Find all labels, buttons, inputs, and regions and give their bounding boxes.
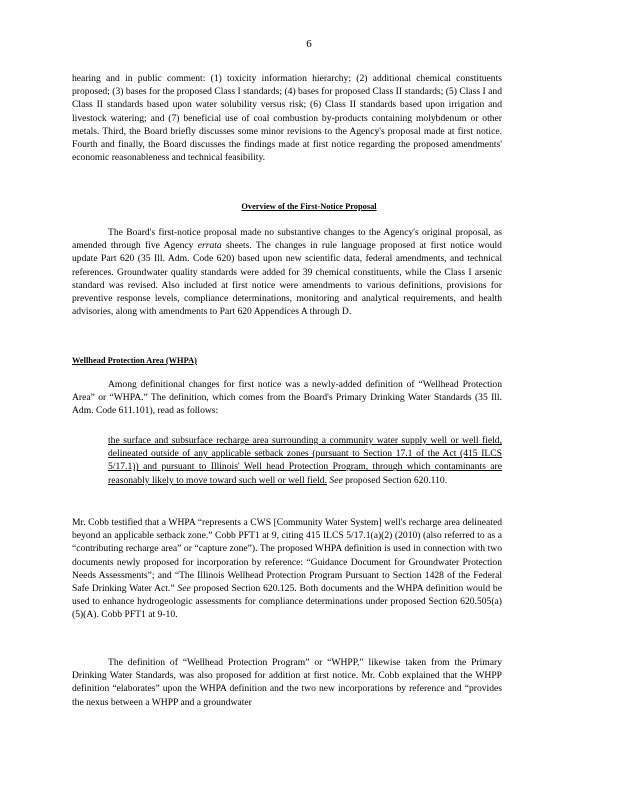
block-quote-whpa-definition — [108, 434, 502, 487]
heading-overview: Overview of the First-Notice Proposal — [241, 202, 377, 211]
page-number: 6 — [306, 38, 312, 50]
quote-see: See — [329, 474, 343, 486]
paragraph-overview — [72, 226, 502, 318]
quote-definition-text: the surface and subsurface recharge area surrounding a community water supply well or well field, delineated outside of any applicable setback zones (pursuant to Section 17.1 of the Act (415 ILCS 5/17.1)) and pursuant to Illinois' Well head Protection Program, through which contaminants are reasonably likely to move toward such well or well field. — [108, 435, 502, 486]
quote-citation: proposed Section 620.110. — [342, 474, 448, 486]
paragraph-cobb-see: See — [177, 583, 191, 595]
paragraph-whpa-intro: Among definitional changes for first notice was a newly-added definition of “Wellhead Protection Area” or “WHPA.” The definition, which comes from the Board's Primary Drinking Water Standards (35 Ill. Adm. Code 611.101), read as follows: — [72, 379, 502, 417]
heading-whpa: Wellhead Protection Area (WHPA) — [72, 356, 197, 365]
paragraph-overview-text-b: sheets. The changes in rule language proposed at first notice would update Part 620 (35 Ill. Adm. Code 620) based upon new scientific data, federal amendments, and technical references. Groundwater quality standards were added for 39 chemical constituents, while the Class I arsenic standard was revised. Also included at first notice were amendments to various definitions, provisions for preventive response levels, compliance determinations, monitoring and analytical requirements, and health advisories, along with amendments to Part 620 Appendices A through D. — [72, 240, 502, 318]
paragraph-intro-list: hearing and in public comment: (1) toxicity information hierarchy; (2) additional chemical constituents proposed; (3) bases for the proposed Class I standards; (4) bases for proposed Class II standards; (5) Class I and Class II standards based upon water solubility versus risk; (6) Class II standards based upon irrigation and livestock watering; and (7) beneficial use of coal combustion by-products containing molybdenum or other metals. Third, the Board briefly discusses some minor revisions to the Agency's proposal made at first notice. Fourth and finally, the Board discusses the findings made at first notice regarding the proposed amendments' economic reasonableness and technical feasibility. — [72, 73, 502, 164]
paragraph-overview-errata: errata — [197, 240, 222, 252]
paragraph-cobb-testimony — [72, 516, 502, 622]
paragraph-cobb-text-b: proposed Section 620.125. Both documents and the WHPA definition would be used to enhance hydrogeologic assessments for compliance determinations under proposed Section 620.505(a)(5)(A). Cobb PFT1 at 9-10. — [72, 583, 502, 621]
paragraph-whpp: The definition of “Wellhead Protection Program” or “WHPP,” likewise taken from the Primary Drinking Water Standards, was also proposed for addition at first notice. Mr. Cobb explained that the WHPP definition “elaborates” upon the WHPA definition and the two new incorporations by reference and “provides the nexus between a WHPP and a groundwater — [72, 657, 502, 708]
paragraph-cobb-text-a: Mr. Cobb testified that a WHPA “represents a CWS [Community Water System] well's recharge area delineated beyond an applicable setback zone.” Cobb PFT1 at 9, citing 415 ILCS 5/17.1(a)(2) (2010) (also referred to as a “contributing recharge area” or “capture zone”). The proposed WHPA definition is used in connection with two documents newly proposed for incorporation by reference: “Guidance Document for Groundwater Protection Needs Assessments”; and “The Illinois Wellhead Protection Program Pursuant to Section 1428 of the Federal Safe Drinking Water Act.” — [72, 517, 502, 595]
paragraph-overview-text-a: The Board's first-notice proposal made no substantive changes to the Agency's original proposal, as amended through five Agency — [72, 227, 502, 252]
